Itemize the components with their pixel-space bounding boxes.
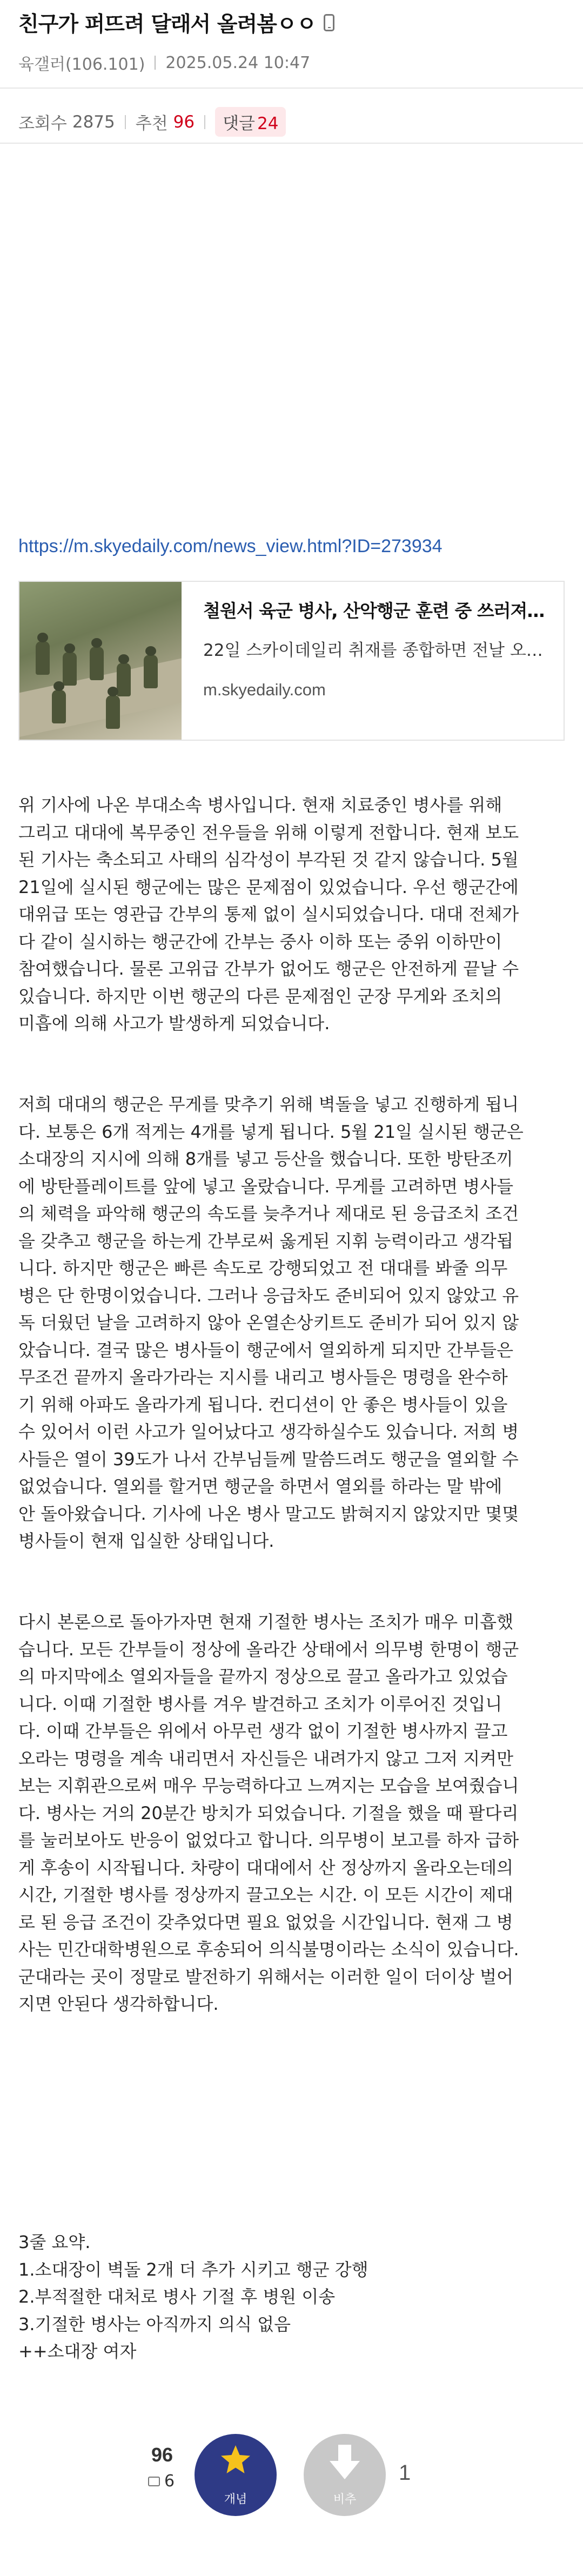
comment-count: 6 <box>164 2472 175 2491</box>
upvote-button[interactable] <box>195 2434 277 2516</box>
body-line: 있습니다. 하지만 이번 행군의 다른 문제점인 군장 무게와 조치의 <box>18 985 502 1007</box>
body-line: 을 갖추고 행군을 하는게 간부로써 옳게된 지휘 능력이라고 생각됩 <box>18 1230 514 1251</box>
body-line: 로 된 응급 조건이 갖추었다면 필요 없었을 시간입니다. 현재 그 병 <box>18 1911 513 1933</box>
post-date: 2025.05.24 10:47 <box>165 53 311 72</box>
stats-divider <box>125 115 126 129</box>
comments-count: 24 <box>257 114 279 133</box>
body-line: 군대라는 곳이 정말로 발전하기 위해서는 이러한 일이 더이상 벌어 <box>18 1966 514 1987</box>
body-line: 습니다. 모든 간부들이 정상에 올라간 상태에서 의무병 한명이 행군 <box>18 1639 519 1660</box>
body-line: 된 기사는 축소되고 사태의 심각성이 부각된 것 같지 않습니다. 5월 <box>18 849 519 870</box>
post-title: 친구가 퍼뜨려 달래서 올려봄ㅇㅇ <box>18 12 317 37</box>
body-line: 그리고 대대에 복무중인 전우들을 위해 이렇게 전합니다. 현재 보도 <box>18 822 519 843</box>
star-icon <box>219 2444 252 2476</box>
post-meta <box>18 51 310 75</box>
card-title: 철원서 육군 병사, 산악행군 훈련 중 쓰러져… <box>203 600 545 621</box>
body-line: 지면 안된다 생각하합니다. <box>18 1994 219 2014</box>
comments-badge[interactable] <box>215 107 286 137</box>
summary-line: ++소대장 여자 <box>18 2341 137 2362</box>
body-line: 위 기사에 나온 부대소속 병사입니다. 현재 치료중인 병사를 위해 <box>18 795 502 815</box>
thumbnail-figure <box>90 647 104 680</box>
body-line: 다. 병사는 거의 20분간 방치가 되었습니다. 기절을 했을 때 팔다리 <box>18 1802 519 1823</box>
body-line: 를 눌러보아도 반응이 없었다고 합니다. 의무병이 보고를 하자 급하 <box>18 1830 519 1850</box>
body-paragraph-2 <box>18 1091 564 1555</box>
comment-count-indicator[interactable] <box>148 2472 175 2491</box>
post-header <box>18 8 334 38</box>
thumbnail-figure <box>117 663 131 696</box>
body-line: 미흡에 의해 사고가 발생하게 되었습니다. <box>18 1013 330 1034</box>
body-line: 무조건 끝까지 올라가라는 지시를 내리고 병사들은 명령을 완수하 <box>18 1367 508 1387</box>
body-line: 다시 본론으로 돌아가자면 현재 기절한 병사는 조치가 매우 미흡했 <box>18 1612 514 1632</box>
thumbnail-figure <box>52 690 66 723</box>
downvote-label: 비추 <box>333 2493 357 2506</box>
downvote-button[interactable] <box>304 2434 386 2516</box>
summary-paragraph <box>18 2229 564 2365</box>
article-thumbnail <box>19 582 182 740</box>
comment-icon <box>148 2477 160 2486</box>
mobile-icon <box>324 14 334 31</box>
body-line: 기 위해 아파도 올라가게 됩니다. 컨디션이 안 좋은 병사들이 있을 <box>18 1394 508 1415</box>
meta-divider <box>155 56 156 70</box>
article-link[interactable]: https://m.skyedaily.com/news_view.html?ID=273934 <box>18 536 443 556</box>
body-line: 참여했습니다. 물론 고위급 간부가 없어도 행군은 안전하게 끝날 수 <box>18 958 519 979</box>
stats-divider-line <box>0 143 583 144</box>
stats-divider <box>204 115 205 129</box>
body-line: 다. 보통은 6개 적게는 4개를 넣게 됩니다. 5월 21일 실시된 행군은 <box>18 1121 524 1142</box>
body-line: 에 방탄플레이트를 앞에 넣고 올랐습니다. 무게를 고려하면 병사들 <box>18 1176 514 1197</box>
author-name[interactable]: 육갤러(106.101) <box>18 55 145 74</box>
body-line: 병사들이 현재 입실한 상태입니다. <box>18 1531 274 1551</box>
card-domain: m.skyedaily.com <box>203 680 326 699</box>
recommend-label: 추천 <box>135 114 168 133</box>
card-body <box>182 582 560 740</box>
upvote-label: 개념 <box>224 2493 247 2506</box>
body-line: 다 같이 실시하는 행군간에 간부는 중사 이하 또는 중위 이하만이 <box>18 931 502 952</box>
thumbnail-figure <box>144 655 158 688</box>
post-stats <box>18 107 286 137</box>
body-line: 게 후송이 시작됩니다. 차량이 대대에서 산 정상까지 올라오는데의 <box>18 1857 514 1878</box>
summary-line: 1.소대장이 벽돌 2개 더 추가 시키고 행군 강행 <box>18 2259 368 2280</box>
body-line: 사는 민간대학병원으로 후송되어 의식불명이라는 소식이 있습니다. <box>18 1939 519 1960</box>
body-line: 저희 대대의 행군은 무게를 맞추기 위해 벽돌을 넣고 진행하게 됩니 <box>18 1094 519 1115</box>
views-count: 2875 <box>72 112 115 132</box>
body-line: 니다. 이때 기절한 병사를 겨우 발견하고 조치가 이루어진 것입니 <box>18 1693 502 1714</box>
body-line: 병은 단 한명이었습니다. 그러나 응급차도 준비되어 있지 않았고 유 <box>18 1285 519 1306</box>
body-line: 니다. 하지만 행군은 빠른 속도로 강행되었고 전 대대를 봐줄 의무 <box>18 1258 508 1278</box>
body-line: 사들은 열이 39도가 나서 간부님들께 말씀드려도 행군을 열외할 수 <box>18 1448 519 1470</box>
thumbnail-figure <box>106 695 120 729</box>
body-line: 소대장의 지시에 의해 8개를 넣고 등산을 했습니다. 또한 방탄조끼 <box>18 1149 513 1169</box>
body-line: 시간, 기절한 병사를 정상까지 끌고오는 시간. 이 모든 시간이 제대 <box>18 1884 513 1905</box>
body-line: 21일에 실시된 행군에는 많은 문제점이 있었습니다. 우선 행군간에 <box>18 876 519 897</box>
body-line: 보는 지휘관으로써 매우 무능력하다고 느껴지는 모습을 보여줬습니 <box>18 1775 519 1796</box>
body-line: 의 마지막에소 열외자들을 끝까지 정상으로 끌고 올라가고 있었습 <box>18 1666 508 1687</box>
body-line: 오라는 명령을 계속 내리면서 자신들은 내려가지 않고 그저 지켜만 <box>18 1748 514 1769</box>
link-preview-card[interactable] <box>18 581 565 741</box>
comments-label: 댓글 <box>223 114 256 133</box>
body-line: 다. 이때 간부들은 위에서 아무런 생각 없이 기절한 병사까지 끌고 <box>18 1721 508 1741</box>
header-divider <box>0 88 583 89</box>
summary-line: 3.기절한 병사는 아직까지 의식 없음 <box>18 2313 291 2335</box>
thumbnail-figure <box>63 652 77 686</box>
downvote-count: 1 <box>399 2461 411 2485</box>
summary-line: 2.부적절한 대처로 병사 기절 후 병원 이송 <box>18 2286 336 2307</box>
views-label: 조회수 <box>18 114 67 133</box>
body-line: 았습니다. 결국 많은 병사들이 행군에서 열외하게 되지만 간부들은 <box>18 1339 514 1360</box>
arrow-down-icon <box>327 2444 362 2483</box>
body-line: 대위급 또는 영관급 간부의 통제 없이 실시되었습니다. 대대 전체가 <box>18 904 519 924</box>
recommend-total: 96 <box>151 2444 173 2466</box>
body-line: 독 더웠던 날을 고려하지 않아 온열손상키트도 준비가 되어 있지 않 <box>18 1312 519 1333</box>
body-line: 안 돌아왔습니다. 기사에 나온 병사 말고도 밝혀지지 않았지만 몇몇 <box>18 1503 519 1524</box>
summary-line: 3줄 요약. <box>18 2232 91 2252</box>
thumbnail-figure <box>36 641 50 675</box>
body-paragraph-3 <box>18 1608 564 2018</box>
body-line: 수 있어서 이런 사고가 일어났다고 생각하실수도 있습니다. 저희 병 <box>18 1421 519 1442</box>
card-description: 22일 스카이데일리 취재를 종합하면 전날 오… <box>203 641 543 660</box>
body-line: 없었습니다. 열외를 할거면 행군을 하면서 열외를 하라는 말 밖에 <box>18 1476 502 1497</box>
body-line: 의 체력을 파악해 행군의 속도를 늦추거나 제대로 된 응급조치 조건 <box>18 1203 519 1224</box>
body-paragraph-1 <box>18 791 564 1037</box>
recommend-count: 96 <box>173 112 195 132</box>
